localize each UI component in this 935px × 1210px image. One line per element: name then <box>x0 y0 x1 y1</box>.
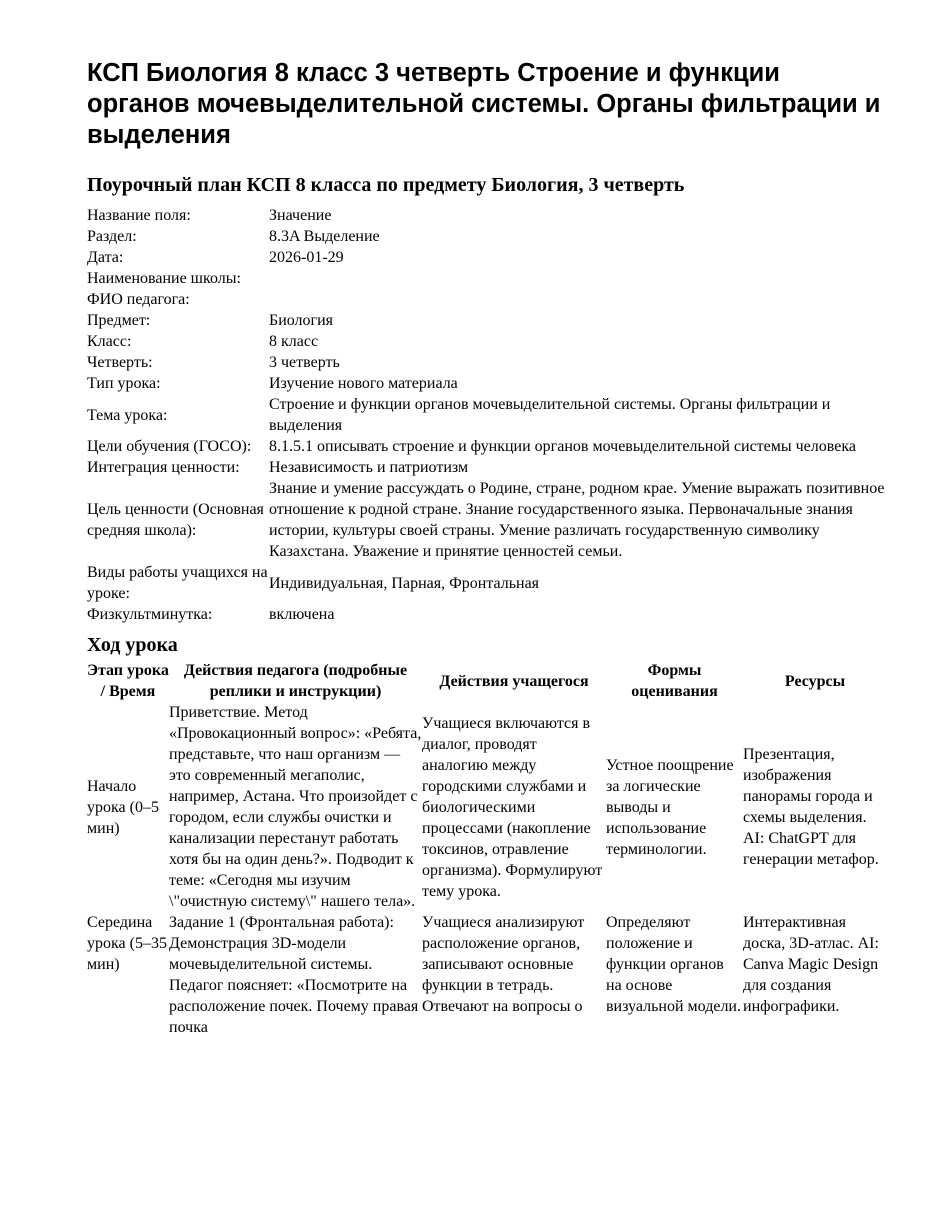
info-key: Тема урока: <box>87 406 168 424</box>
info-key: Виды работы учащихся на уроке: <box>87 564 268 602</box>
info-value: 8.1.5.1 описывать строение и функции органов мочевыделительной системы человека <box>269 438 856 455</box>
info-value: Биология <box>269 312 334 329</box>
info-row <box>87 289 887 310</box>
lesson-header-row <box>87 660 887 702</box>
info-key: Предмет: <box>87 312 151 329</box>
info-row <box>87 331 887 352</box>
cell-teacher: Приветствие. Метод «Провокационный вопрос»: «Ребята, представьте, что наш организм — это современный мегаполис, например, Астана. Что произойдет с городом, если службы очистки и канализации перестанут работать хотя бы на один день?». Подводит к теме: «Сегодня мы изучим \"очистную систему\" нашего тела». <box>169 704 422 910</box>
info-value: Изучение нового материала <box>269 375 458 392</box>
info-value <box>269 268 887 289</box>
cell-assessment: Устное поощрение за логические выводы и использование терминологии. <box>606 756 734 858</box>
info-row <box>87 604 887 625</box>
lesson-flow-table <box>87 660 887 1038</box>
info-value: 3 четверть <box>269 354 340 371</box>
header-stage: Этап урока / Время <box>87 662 169 700</box>
lesson-row-start <box>87 702 887 912</box>
info-value: 8.3A Выделение <box>269 228 380 245</box>
info-key: Раздел: <box>87 228 137 245</box>
info-key: Цели обучения (ГОСО): <box>87 438 252 455</box>
plan-subtitle: Поурочный план КСП 8 класса по предмету Биология, 3 четверть <box>87 174 685 196</box>
info-key: Название поля: <box>87 207 191 224</box>
info-row <box>87 436 887 457</box>
info-key: Четверть: <box>87 354 153 371</box>
cell-teacher: Задание 1 (Фронтальная работа): Демонстрация 3D-модели мочевыделительной системы. Педагог поясняет: «Посмотрите на расположение почек. Почему правая почка <box>169 914 419 1036</box>
info-row <box>87 247 887 268</box>
info-row <box>87 352 887 373</box>
header-resources: Ресурсы <box>784 672 846 690</box>
cell-resources: Интерактивная доска, 3D-атлас. AI: Canva Magic Design для создания инфографики. <box>743 914 879 1015</box>
cell-student: Учащиеся включаются в диалог, проводят аналогию между городскими службами и биологическими процессами (накопление токсинов, отравление организма). Формулируют тему урока. <box>422 714 603 900</box>
header-student: Действия учащегося <box>439 672 589 690</box>
info-key: Цель ценности (Основная средняя школа): <box>87 501 264 539</box>
info-value: Строение и функции органов мочевыделительной системы. Органы фильтрации и выделения <box>269 396 831 434</box>
info-key: Наименование школы: <box>87 270 241 287</box>
cell-assessment: Определяют положение и функции органов на основе визуальной модели. <box>606 914 741 1015</box>
lesson-section-title: Ход урока <box>87 634 178 656</box>
cell-stage: Начало урока (0–5 мин) <box>87 777 159 837</box>
info-row <box>87 394 887 436</box>
info-row <box>87 268 887 289</box>
header-assessment: Формы оценивания <box>631 662 718 700</box>
header-teacher: Действия педагога (подробные реплики и инструкции) <box>183 662 408 700</box>
document-title: КСП Биология 8 класс 3 четверть Строение и функции органов мочевыделительной системы. Органы фильтрации и выделения <box>87 59 881 149</box>
info-value: Индивидуальная, Парная, Фронтальная <box>269 574 540 592</box>
cell-resources: Презентация, изображения панорамы города и схемы выделения. AI: ChatGPT для генерации метафор. <box>743 746 879 868</box>
info-value: Знание и умение рассуждать о Родине, стране, родном крае. Умение выражать позитивное отношение к родной стране. Знание государственного языка. Первоначальные знания истории, культуры своей страны. Умение различать государственную символику Казахстана. Уважение и принятие ценностей семьи. <box>269 480 885 560</box>
document-page <box>87 58 887 1038</box>
info-value <box>269 289 887 310</box>
lesson-info-table <box>87 205 887 625</box>
info-row <box>87 373 887 394</box>
info-key: Класс: <box>87 333 132 350</box>
info-row <box>87 478 887 562</box>
info-key: ФИО педагога: <box>87 291 190 308</box>
info-value: Независимость и патриотизм <box>269 459 469 476</box>
info-row <box>87 226 887 247</box>
info-value: включена <box>269 606 335 623</box>
cell-student: Учащиеся анализируют расположение органов, записывают основные функции в тетрадь. Отвечают на вопросы о <box>422 914 585 1015</box>
info-key: Тип урока: <box>87 375 161 392</box>
info-value: Значение <box>269 207 332 224</box>
info-row <box>87 310 887 331</box>
info-row <box>87 457 887 478</box>
info-key: Интеграция ценности: <box>87 459 240 476</box>
info-row <box>87 562 887 604</box>
cell-stage: Середина урока (5–35 мин) <box>87 914 167 973</box>
lesson-row-middle <box>87 912 887 1038</box>
info-key: Дата: <box>87 249 124 266</box>
info-value: 8 класс <box>269 333 319 350</box>
info-value: 2026-01-29 <box>269 249 344 266</box>
info-key: Физкультминутка: <box>87 606 213 623</box>
info-header-row <box>87 205 887 226</box>
